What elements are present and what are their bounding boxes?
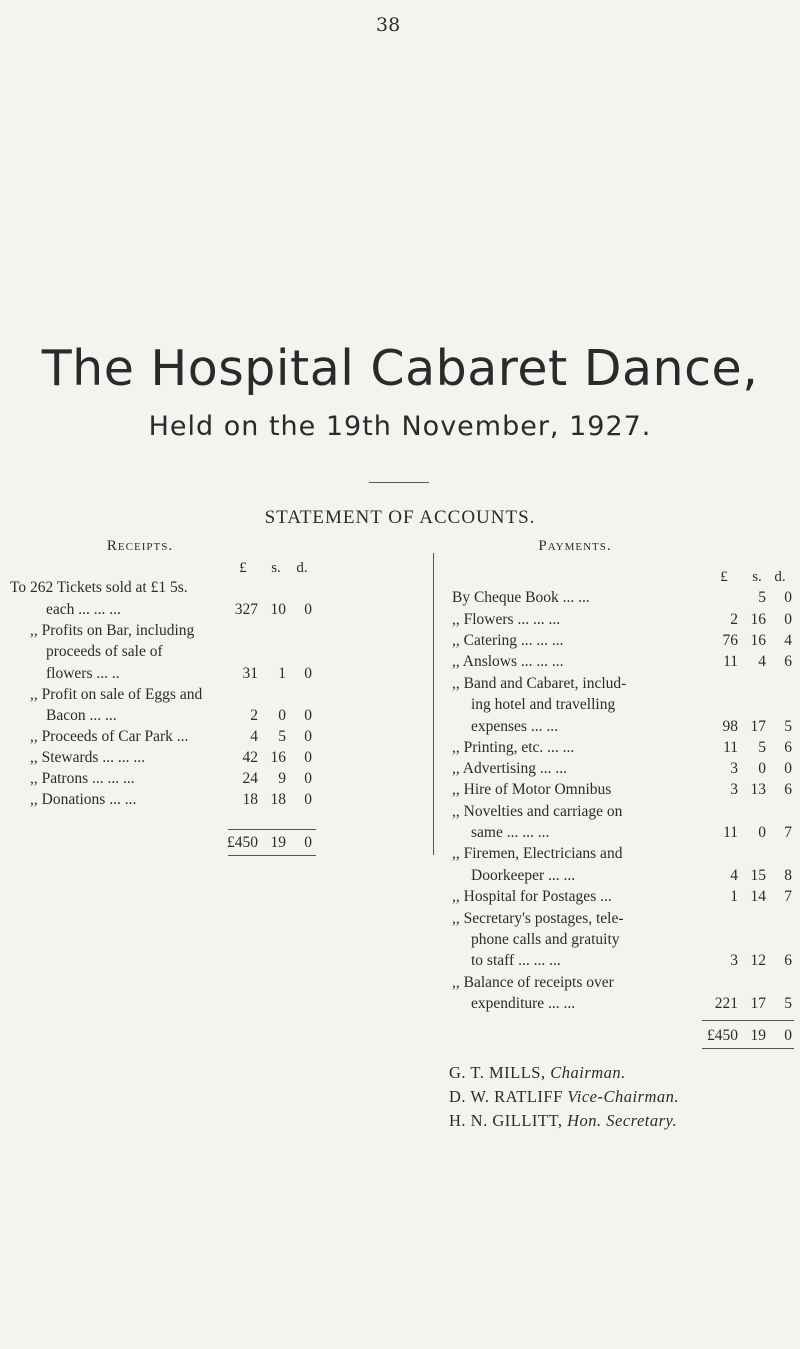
payment-shillings: 17 [750, 718, 766, 735]
receipts-heading: Receipts. [106, 538, 174, 554]
receipts-line: To 262 Tickets sold at £1 5s. [10, 579, 188, 596]
payment-shillings: 16 [750, 632, 766, 649]
payment-pounds: 3 [730, 952, 738, 969]
payment-shillings: 0 [758, 760, 766, 777]
payments-line: ,, Novelties and carriage on [452, 803, 623, 820]
receipt-pence: 0 [304, 749, 312, 766]
statement-heading: STATEMENT OF ACCOUNTS. [264, 507, 536, 528]
receipt-shillings: 18 [270, 791, 286, 808]
payment-pence: 8 [784, 867, 792, 884]
payment-shillings: 5 [758, 589, 766, 606]
payment-pence: 6 [784, 653, 792, 670]
payments-line: expenditure ... ... [471, 995, 576, 1012]
payment-pounds: 1 [730, 888, 738, 905]
title-divider [369, 482, 429, 483]
payments-col-pounds: £ [720, 569, 728, 585]
payments-line: ,, Printing, etc. ... ... [452, 739, 575, 756]
payment-pounds: 221 [714, 995, 738, 1012]
receipts-line: ,, Patrons ... ... ... [30, 770, 135, 787]
payments-line: ,, Secretary's postages, tele- [452, 910, 624, 927]
payments-line: ,, Hire of Motor Omnibus [452, 781, 612, 798]
receipts-col-shillings: s. [271, 560, 281, 576]
receipt-shillings: 0 [278, 707, 286, 724]
payment-pounds: 3 [730, 781, 738, 798]
payments-total-pounds: £450 [707, 1027, 738, 1044]
receipt-shillings: 9 [278, 770, 286, 787]
payments-total-pence: 0 [784, 1027, 792, 1044]
receipts-col-pounds: £ [239, 560, 247, 576]
payments-line: expenses ... ... [471, 718, 558, 735]
payment-shillings: 16 [750, 611, 766, 628]
receipt-pounds: 327 [234, 601, 258, 618]
payment-pence: 4 [784, 632, 792, 649]
payments-line: to staff ... ... ... [471, 952, 561, 969]
receipt-pounds: 31 [242, 665, 258, 682]
payment-shillings: 12 [750, 952, 766, 969]
receipts-total-pence: 0 [304, 834, 312, 851]
payment-pence: 5 [784, 995, 792, 1012]
receipt-pence: 0 [304, 728, 312, 745]
receipts-line: ,, Profit on sale of Eggs and [30, 686, 203, 703]
receipt-pence: 0 [304, 770, 312, 787]
payment-pounds: 98 [722, 718, 738, 735]
receipt-shillings: 5 [278, 728, 286, 745]
payment-pence: 7 [784, 824, 792, 841]
payment-pounds: 11 [723, 824, 738, 841]
receipts-line: ,, Profits on Bar, including [30, 622, 195, 639]
payment-shillings: 5 [758, 739, 766, 756]
column-divider [433, 553, 434, 855]
signatory-vice-chairman [449, 1087, 679, 1107]
receipt-pence: 0 [304, 707, 312, 724]
page-number: 38 [376, 14, 401, 36]
payment-pence: 0 [784, 760, 792, 777]
page-title: The Hospital Cabaret Dance, [41, 340, 759, 397]
payments-line: ,, Advertising ... ... [452, 760, 567, 777]
payments-line: phone calls and gratuity [471, 931, 620, 948]
payment-pounds: 11 [723, 739, 738, 756]
payment-pounds: 4 [730, 867, 738, 884]
payment-shillings: 15 [750, 867, 766, 884]
page-subtitle: Held on the 19th November, 1927. [148, 411, 652, 442]
receipts-total-rule [228, 829, 316, 830]
payment-pounds: 76 [722, 632, 738, 649]
payment-shillings: 14 [750, 888, 766, 905]
receipts-line: ,, Stewards ... ... ... [30, 749, 145, 766]
payments-line: ,, Hospital for Postages ... [452, 888, 612, 905]
payments-line: ing hotel and travelling [471, 696, 616, 713]
receipt-shillings: 10 [270, 601, 286, 618]
signatory-role: Hon. Secretary. [567, 1111, 678, 1130]
payment-pence: 7 [784, 888, 792, 905]
receipts-total-pounds: £450 [227, 834, 258, 851]
signatory-name: D. W. RATLIFF [449, 1087, 563, 1106]
payment-shillings: 13 [750, 781, 766, 798]
signatory-role: Vice-Chairman. [567, 1087, 680, 1106]
payment-pounds: 11 [723, 653, 738, 670]
payments-heading: Payments. [538, 538, 612, 554]
payments-line: ,, Anslows ... ... ... [452, 653, 564, 670]
receipts-line: ,, Donations ... ... [30, 791, 137, 808]
receipt-shillings: 1 [278, 665, 286, 682]
payments-line: ,, Flowers ... ... ... [452, 611, 561, 628]
payments-col-shillings: s. [752, 569, 762, 585]
payment-pence: 0 [784, 589, 792, 606]
payments-total-double-rule [702, 1048, 794, 1049]
payments-total-shillings: 19 [750, 1027, 766, 1044]
receipt-pounds: 42 [242, 749, 258, 766]
signatory-name: H. N. GILLITT, [449, 1111, 563, 1130]
receipt-pence: 0 [304, 601, 312, 618]
payments-col-pence: d. [774, 569, 786, 585]
receipts-line: ,, Proceeds of Car Park ... [30, 728, 189, 745]
payments-line: ,, Firemen, Electricians and [452, 845, 623, 862]
payments-line: ,, Band and Cabaret, includ- [452, 675, 627, 692]
receipts-line: proceeds of sale of [46, 643, 163, 660]
payment-shillings: 4 [758, 653, 766, 670]
payment-pence: 6 [784, 781, 792, 798]
signatory-secretary [449, 1111, 677, 1131]
payment-pence: 5 [784, 718, 792, 735]
signatory-role: Chairman. [550, 1063, 626, 1082]
signatory-chairman [449, 1063, 626, 1083]
payment-pounds: 2 [730, 611, 738, 628]
payment-shillings: 17 [750, 995, 766, 1012]
receipts-line: flowers ... .. [46, 665, 120, 682]
receipts-line: Bacon ... ... [46, 707, 117, 724]
payments-line: same ... ... ... [471, 824, 550, 841]
receipts-col-pence: d. [296, 560, 308, 576]
payment-pence: 6 [784, 739, 792, 756]
receipt-pounds: 24 [242, 770, 258, 787]
payments-line: ,, Catering ... ... ... [452, 632, 564, 649]
payment-shillings: 0 [758, 824, 766, 841]
receipts-line: each ... ... ... [46, 601, 121, 618]
receipt-pounds: 4 [250, 728, 258, 745]
payment-pounds: 3 [730, 760, 738, 777]
receipt-shillings: 16 [270, 749, 286, 766]
receipts-total-double-rule [228, 855, 316, 856]
payment-pence: 0 [784, 611, 792, 628]
payments-total-rule [702, 1020, 794, 1021]
payments-line: Doorkeeper ... ... [471, 867, 576, 884]
receipt-pence: 0 [304, 791, 312, 808]
payments-line: ,, Balance of receipts over [452, 974, 614, 991]
receipt-pounds: 2 [250, 707, 258, 724]
payments-line: By Cheque Book ... ... [452, 589, 590, 606]
receipt-pounds: 18 [242, 791, 258, 808]
signatory-name: G. T. MILLS, [449, 1063, 546, 1082]
receipt-pence: 0 [304, 665, 312, 682]
payment-pence: 6 [784, 952, 792, 969]
receipts-total-shillings: 19 [270, 834, 286, 851]
